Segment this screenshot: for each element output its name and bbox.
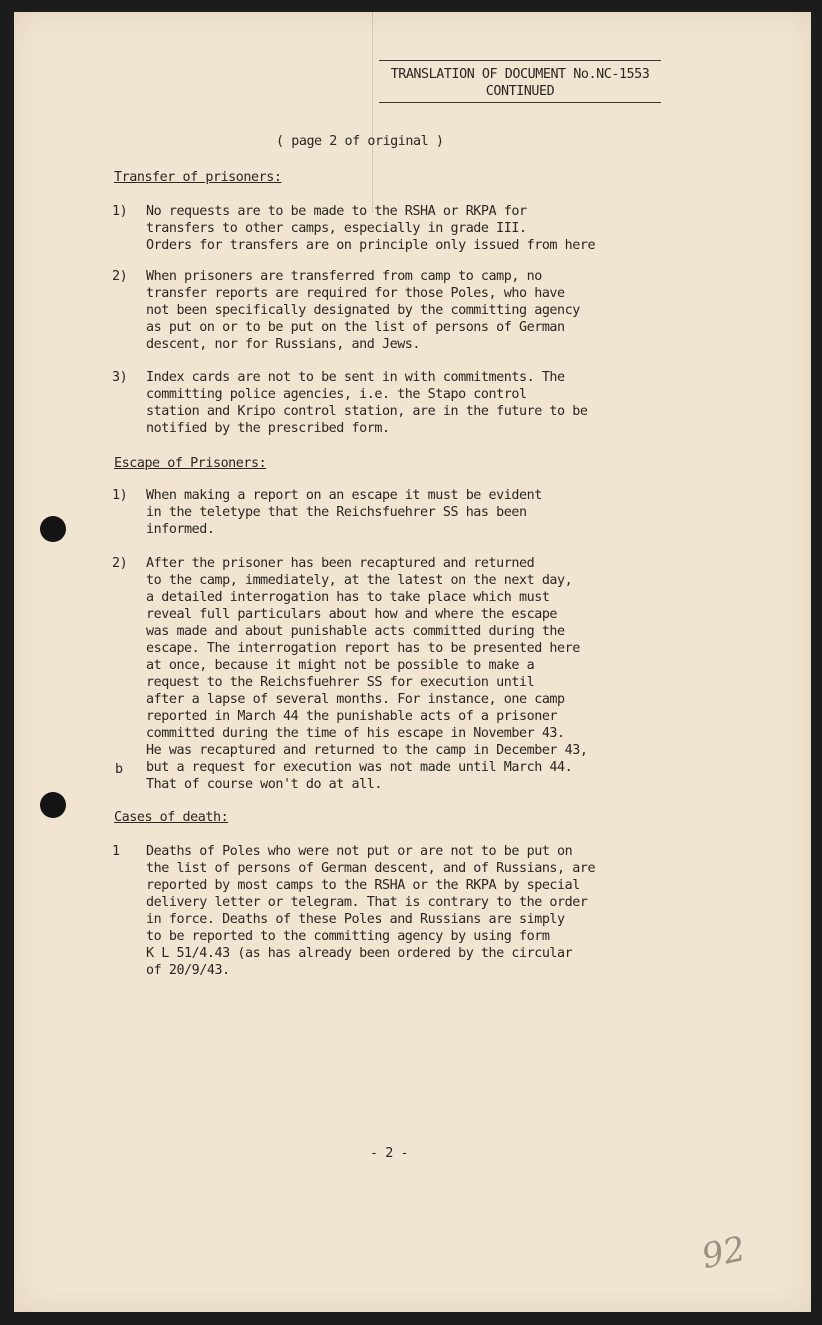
punch-hole-upper	[40, 516, 66, 542]
item-number: 3)	[112, 370, 128, 385]
document-header	[379, 60, 661, 103]
item-text: When prisoners are transferred from camp to camp, no transfer reports are required for those Poles, who have not been specifically designated by the committing agency as put on or to be put on the list of persons of German descent, nor for Russians, and Jews.	[146, 269, 580, 352]
section-heading-death: Cases of death:	[114, 810, 229, 825]
item-text: Deaths of Poles who were not put or are not to be put on the list of persons of German descent, and of Russians, are reported by most camps to the RSHA or the RKPA by special delivery letter or telegram. That is contrary to the order in force. Deaths of these Poles and Russians are simply to be reported to the committing agency by using form K L 51/4.43 (as has already been ordered by the circular of 20/9/43.	[146, 844, 596, 978]
header-title: TRANSLATION OF DOCUMENT No.NC-1553	[390, 67, 650, 82]
margin-mark: b	[115, 762, 123, 777]
item-number: 1	[112, 844, 120, 859]
item-text: When making a report on an escape it must be evident in the teletype that the Reichsfuehrer SS has been informed.	[146, 488, 542, 537]
section-heading-escape: Escape of Prisoners:	[114, 456, 267, 471]
fold-crease	[372, 12, 374, 212]
section-heading-transfer: Transfer of prisoners:	[114, 170, 282, 185]
item-text: No requests are to be made to the RSHA or RKPA for transfers to other camps, especially in grade III. Orders for transfers are on principle only issued from here	[146, 204, 596, 253]
item-number: 1)	[112, 204, 128, 219]
punch-hole-lower	[40, 792, 66, 818]
item-number: 2)	[112, 556, 128, 571]
item-text: After the prisoner has been recaptured and returned to the camp, immediately, at the latest on the next day, a detailed interrogation has to take place which must reveal full particulars about how and where the escape was made and about punishable acts committed during the escape. The interrogation report has to be presented here at once, because it might not be possible to make a request to the Reichsfuehrer SS for execution until after a lapse of several months. For instance, one camp reported in March 44 the punishable acts of a prisoner committed during the time of his escape in November 43. He was recaptured and returned to the camp in December 43, but a request for execution was not made until March 44. That of course won't do at all.	[146, 556, 588, 792]
item-number: 2)	[112, 269, 128, 284]
item-number: 1)	[112, 488, 128, 503]
header-continued: CONTINUED	[379, 83, 661, 103]
folio-number: 92	[698, 1228, 749, 1278]
page-number: - 2 -	[370, 1146, 409, 1161]
item-text: Index cards are not to be sent in with commitments. The committing police agencies, i.e. the Stapo control station and Kripo control station, are in the future to be notified by the prescribed form.	[146, 370, 588, 436]
document-page	[14, 12, 811, 1312]
page-of-original: ( page 2 of original )	[276, 134, 444, 149]
